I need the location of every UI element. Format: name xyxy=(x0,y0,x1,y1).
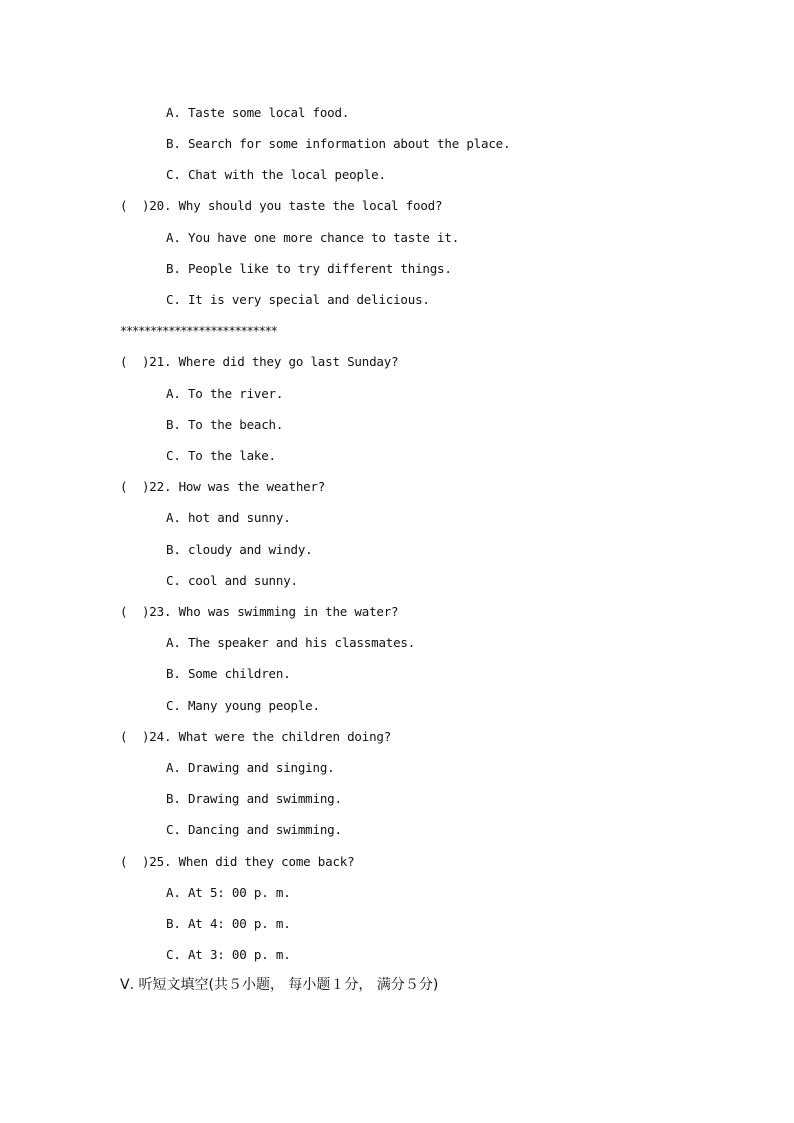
option-b: B. cloudy and windy. xyxy=(166,542,313,557)
question-25: ( )25. When did they come back? xyxy=(120,854,355,869)
option-a: A. The speaker and his classmates. xyxy=(166,635,416,650)
option-b: B. Some children. xyxy=(166,666,291,681)
option-b: B. At 4: 00 p. m. xyxy=(166,916,291,931)
option-b: B. To the beach. xyxy=(166,417,284,432)
option-a: A. At 5: 00 p. m. xyxy=(166,885,291,900)
option-a: A. You have one more chance to taste it. xyxy=(166,230,460,245)
option-c: C. Many young people. xyxy=(166,698,320,713)
option-c: C. It is very special and delicious. xyxy=(166,292,430,307)
option-c: C. Dancing and swimming. xyxy=(166,822,342,837)
option-a: A. Taste some local food. xyxy=(166,105,350,120)
option-c: C. To the lake. xyxy=(166,448,276,463)
option-a: A. Drawing and singing. xyxy=(166,760,335,775)
question-20: ( )20. Why should you taste the local food? xyxy=(120,198,443,213)
question-23: ( )23. Who was swimming in the water? xyxy=(120,604,399,619)
separator-stars: ************************** xyxy=(120,324,277,338)
option-b: B. Search for some information about the place. xyxy=(166,136,511,151)
question-22: ( )22. How was the weather? xyxy=(120,479,326,494)
question-21: ( )21. Where did they go last Sunday? xyxy=(120,354,399,369)
option-c: C. At 3: 00 p. m. xyxy=(166,947,291,962)
section-heading: Ⅴ. 听短文填空(共５小题， 每小题１分， 满分５分) xyxy=(120,977,439,993)
question-24: ( )24. What were the children doing? xyxy=(120,729,392,744)
option-b: B. Drawing and swimming. xyxy=(166,791,342,806)
option-a: A. hot and sunny. xyxy=(166,510,291,525)
option-b: B. People like to try different things. xyxy=(166,261,452,276)
option-c: C. Chat with the local people. xyxy=(166,167,386,182)
option-a: A. To the river. xyxy=(166,386,284,401)
option-c: C. cool and sunny. xyxy=(166,573,298,588)
